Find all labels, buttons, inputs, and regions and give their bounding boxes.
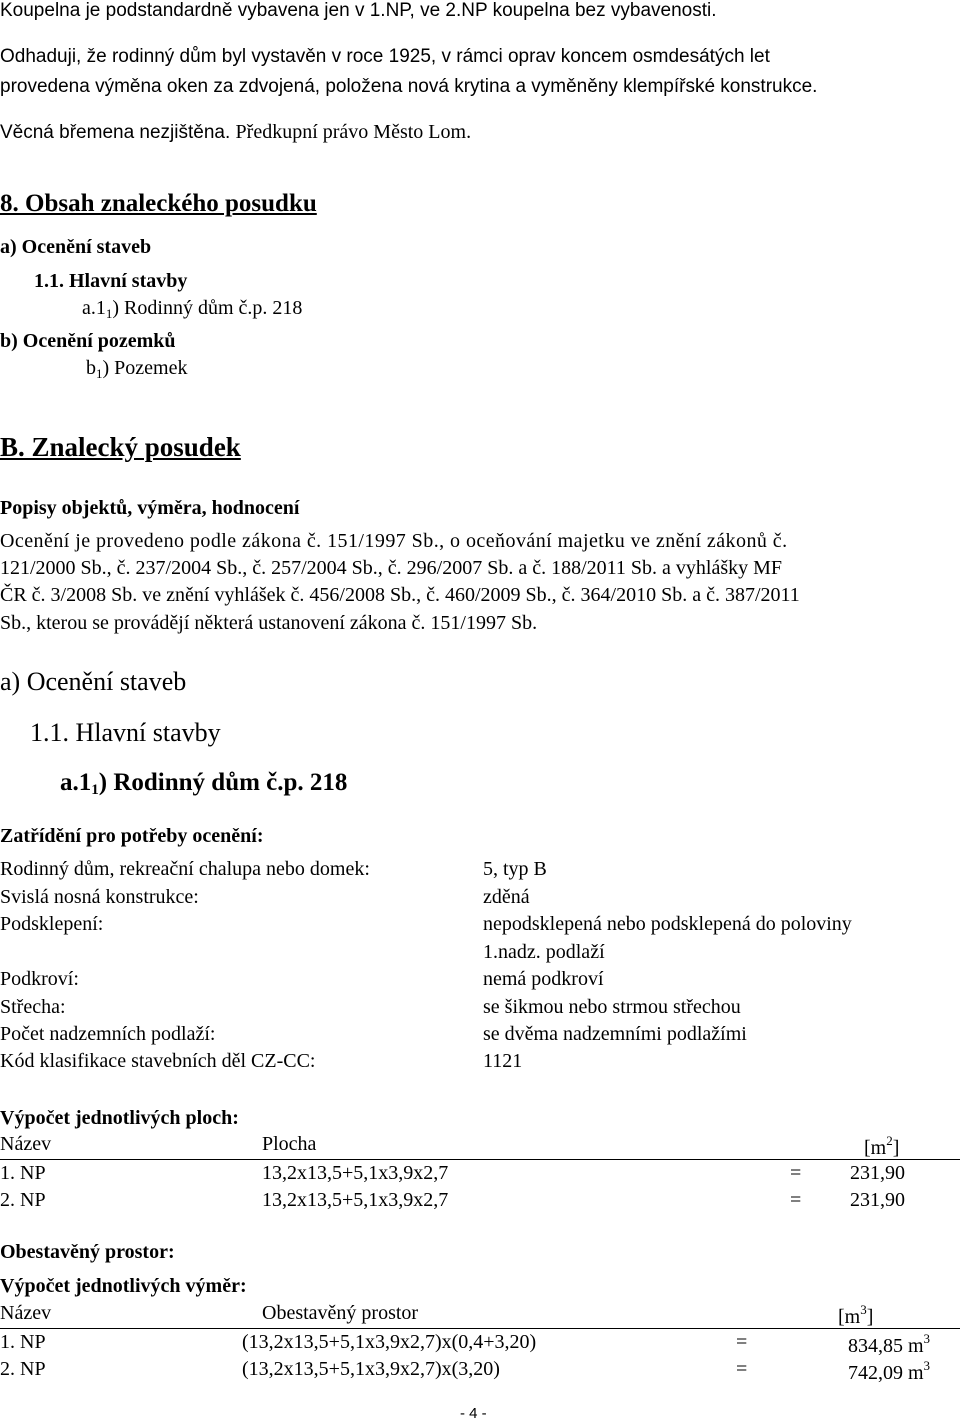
classification-value: 1121 bbox=[483, 1050, 523, 1072]
classification-value: zděná bbox=[483, 886, 530, 908]
areas-col-area: Plocha bbox=[262, 1133, 317, 1155]
volume-equals: = bbox=[736, 1331, 748, 1353]
volume-formula: (13,2x13,5+5,1x3,9x2,7)x(0,4+3,20) bbox=[242, 1331, 537, 1353]
section-b-heading: B. Znalecký posudek bbox=[0, 432, 241, 462]
volume-value-exponent: 3 bbox=[923, 1331, 930, 1346]
volume-name: 2. NP bbox=[0, 1358, 46, 1380]
law-line-2: 121/2000 Sb., č. 237/2004 Sb., č. 257/2004 Sb., č. 296/2007 Sb. a č. 188/2011 Sb. a vyhlášky MF bbox=[0, 557, 783, 579]
volume-value-exponent: 3 bbox=[923, 1358, 930, 1373]
section-b-subheading: Popisy objektů, výměra, hodnocení bbox=[0, 497, 300, 519]
classification-label: Podsklepení: bbox=[0, 913, 104, 935]
valuation-h11: 1.1. Hlavní stavby bbox=[30, 718, 221, 747]
classification-value: 1.nadz. podlaží bbox=[483, 941, 605, 963]
valuation-item: $a.1_1$) Rodinný dům č.p. 218 bbox=[60, 769, 348, 798]
classification-value: 5, typ B bbox=[483, 858, 547, 880]
intro-line-1: Koupelna je podstandardně vybavena jen v 1.NP, ve 2.NP koupelna bez vybavenosti. bbox=[0, 0, 717, 21]
volume-value bbox=[780, 1358, 930, 1385]
volume-col-unit: $[m^3]$ bbox=[838, 1302, 874, 1328]
classification-label: Rodinný dům, rekreační chalupa nebo domek: bbox=[0, 858, 370, 880]
volume-formula: (13,2x13,5+5,1x3,9x2,7)x(3,20) bbox=[242, 1358, 500, 1380]
toc-heading: 8. Obsah znaleckého posudku bbox=[0, 190, 317, 217]
classification-value: nepodsklepená nebo podsklepená do poloviny bbox=[483, 913, 852, 935]
intro-para2-line1: Odhaduji, že rodinný dům byl vystavěn v roce 1925, v rámci oprav koncem osmdesátých let bbox=[0, 46, 770, 67]
areas-header-rule bbox=[0, 1159, 960, 1160]
toc-a11: 1.1. Hlavní stavby bbox=[34, 270, 188, 292]
volume-equals: = bbox=[736, 1358, 748, 1380]
law-line-3: ČR č. 3/2008 Sb. ve znění vyhlášek č. 456/2008 Sb., č. 460/2009 Sb., č. 364/2010 Sb. a č. 387/2011 bbox=[0, 584, 800, 606]
preemption-text: Předkupní právo Město Lom. bbox=[235, 121, 472, 143]
toc-a: a) Ocenění staveb bbox=[0, 236, 152, 258]
law-line-1: Ocenění je provedeno podle zákona č. 151/1997 Sb., o oceňování majetku ve znění zákonů č. bbox=[0, 530, 788, 552]
toc-b: b) Ocenění pozemků bbox=[0, 330, 176, 352]
areas-col-name: Název bbox=[0, 1133, 52, 1155]
intro-para2-line2: provedena výměna oken za zdvojená, položena nová krytina a vyměněny klempířské konstrukce. bbox=[0, 76, 818, 97]
area-value: 231,90 bbox=[850, 1162, 905, 1184]
area-formula: 13,2x13,5+5,1x3,9x2,7 bbox=[262, 1189, 449, 1211]
page-number: - 4 - bbox=[460, 1405, 487, 1422]
classification-value: se šikmou nebo strmou střechou bbox=[483, 996, 741, 1018]
classification-value: nemá podkroví bbox=[483, 968, 604, 990]
volume-name: 1. NP bbox=[0, 1331, 46, 1353]
volume-col-volume: Obestavěný prostor bbox=[262, 1302, 419, 1324]
classification-label: Svislá nosná konstrukce: bbox=[0, 886, 199, 908]
area-name: 1. NP bbox=[0, 1162, 46, 1184]
valuation-a-heading: a) Ocenění staveb bbox=[0, 667, 187, 696]
classification-heading: Zatřídění pro potřeby ocenění: bbox=[0, 825, 264, 847]
law-line-4: Sb., kterou se provádějí některá ustanovení zákona č. 151/1997 Sb. bbox=[0, 612, 538, 634]
toc-b1: $b_1$) Pozemek bbox=[86, 357, 188, 381]
volume-subheading: Výpočet jednotlivých výměr: bbox=[0, 1275, 247, 1297]
volume-value bbox=[780, 1331, 930, 1358]
classification-label: Podkroví: bbox=[0, 968, 79, 990]
volume-header-rule bbox=[0, 1328, 960, 1329]
volume-col-name: Název bbox=[0, 1302, 52, 1324]
classification-label: Počet nadzemních podlaží: bbox=[0, 1023, 216, 1045]
areas-col-unit: $[m^2]$ bbox=[864, 1133, 900, 1159]
volume-value-number: 742,09 m bbox=[847, 1362, 924, 1384]
classification-label: Kód klasifikace stavebních děl CZ-CC: bbox=[0, 1050, 316, 1072]
volume-heading: Obestavěný prostor: bbox=[0, 1241, 175, 1263]
toc-a11-item: $a.1_1$) Rodinný dům č.p. 218 bbox=[82, 297, 303, 321]
area-equals: = bbox=[790, 1189, 802, 1211]
area-name: 2. NP bbox=[0, 1189, 46, 1211]
easements-text: Věcná břemena nezjištěna. bbox=[0, 122, 231, 143]
areas-heading: Výpočet jednotlivých ploch: bbox=[0, 1107, 239, 1129]
classification-value: se dvěma nadzemními podlažími bbox=[483, 1023, 747, 1045]
intro-line-3 bbox=[0, 121, 471, 144]
area-value: 231,90 bbox=[850, 1189, 905, 1211]
area-equals: = bbox=[790, 1162, 802, 1184]
area-formula: 13,2x13,5+5,1x3,9x2,7 bbox=[262, 1162, 449, 1184]
volume-value-number: 834,85 m bbox=[847, 1335, 924, 1357]
classification-label: Střecha: bbox=[0, 996, 66, 1018]
